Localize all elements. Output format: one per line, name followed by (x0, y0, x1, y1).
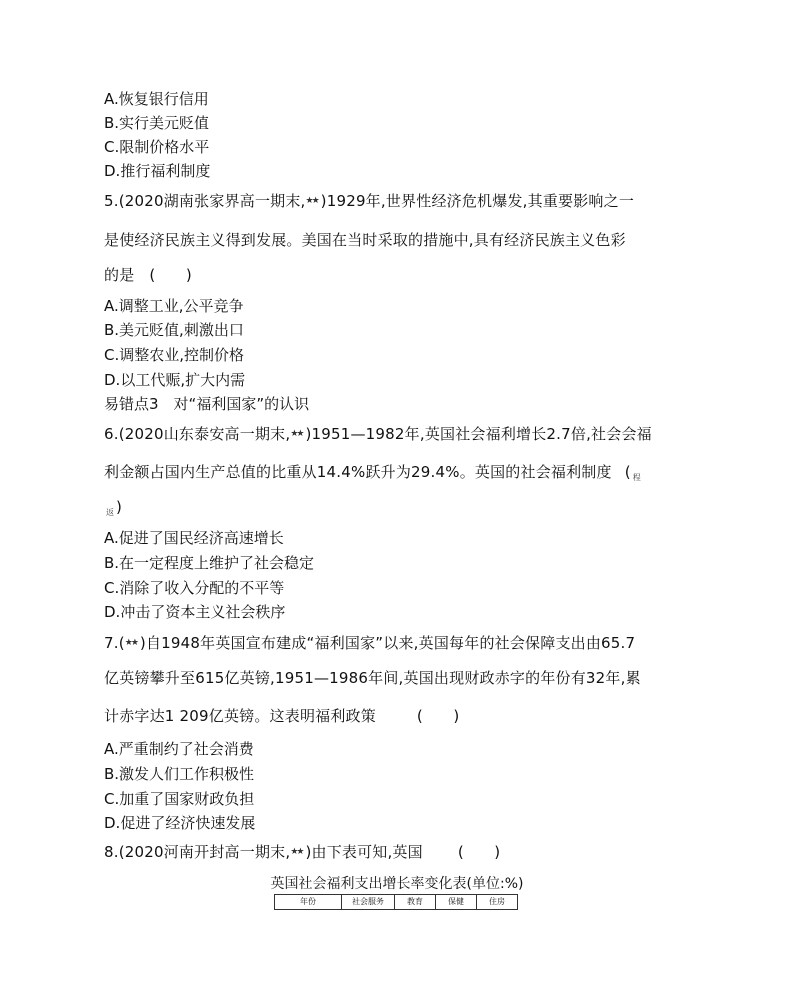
q6-mark-top: 程 (632, 473, 641, 482)
q6-stem-text-2: 利金额占国内生产总值的比重从14.4%跃升为29.4%。英国的社会福利制度 (104, 463, 612, 481)
q5-option-c: C.调整农业,控制价格 (104, 346, 245, 364)
q5-stem-line-3 (104, 265, 192, 285)
table-header-year: 年份 (275, 895, 342, 910)
q6-option-d: D.冲击了资本主义社会秩序 (104, 603, 286, 621)
q4-option-b: B.实行美元贬值 (104, 114, 210, 132)
q5-option-d: D.以工代赈,扩大内需 (104, 371, 246, 389)
q5-stem-line-1 (104, 191, 634, 211)
difficulty-star-icon: ★★ (124, 638, 137, 648)
q6-stem-line-3 (104, 497, 122, 523)
section-heading: 易错点3 对“福利国家”的认识 (104, 395, 310, 413)
q5-option-b: B.美元贬值,刺激出口 (104, 321, 244, 339)
q4-option-a: A.恢复银行信用 (104, 90, 209, 108)
table-header-row (275, 895, 518, 910)
q6-option-a: A.促进了国民经济高速增长 (104, 529, 284, 547)
q8-answer-blank: ( ) (457, 843, 501, 861)
q7-stem-text: )自1948年英国宣布建成“福利国家”以来,英国每年的社会保障支出由65.7 (139, 634, 636, 652)
table-header-education: 教育 (395, 895, 436, 910)
difficulty-star-icon: ★★ (290, 847, 303, 857)
q5-source: 5.(2020湖南张家界高一期末, (104, 192, 306, 210)
q7-answer-blank: ( ) (416, 707, 460, 725)
difficulty-star-icon: ★★ (290, 429, 303, 439)
q4-option-d: D.推行福利制度 (104, 162, 211, 180)
q6-stem-line-1 (104, 424, 652, 444)
table-title: 英国社会福利支出增长率变化表(单位:%) (270, 876, 524, 892)
q5-answer-blank: ( ) (149, 266, 192, 284)
difficulty-star-icon: ★★ (305, 196, 318, 206)
q6-option-b: B.在一定程度上维护了社会稳定 (104, 554, 315, 572)
q6-stem-text: )1951—1982年,英国社会福利增长2.7倍,社会会福 (305, 425, 652, 443)
table-header-healthcare: 保健 (436, 895, 477, 910)
q6-source: 6.(2020山东泰安高一期末, (104, 425, 291, 443)
q5-stem-line-2: 是使经济民族主义得到发展。美国在当时采取的措施中,具有经济民族主义色彩 (104, 231, 626, 249)
q4-option-c: C.限制价格水平 (104, 138, 210, 156)
q7-option-d: D.促进了经济快速发展 (104, 814, 256, 832)
q7-option-b: B.激发人们工作积极性 (104, 765, 255, 783)
q6-paren-close: ) (116, 498, 122, 516)
welfare-table (274, 894, 518, 910)
q5-stem-end: 的是 (104, 266, 135, 284)
table-header-social-services: 社会服务 (342, 895, 395, 910)
q8-stem-line-1 (104, 842, 500, 862)
q8-stem-text: )由下表可知,英国 (305, 843, 423, 861)
q7-option-c: C.加重了国家财政负担 (104, 790, 255, 808)
q6-paren-open: ( (624, 463, 631, 481)
q7-stem-end: 计赤字达1 209亿英镑。这表明福利政策 (104, 707, 376, 725)
q6-stem-line-2 (104, 462, 643, 488)
q5-stem-text: )1929年,世界性经济危机爆发,其重要影响之一 (320, 192, 635, 210)
q7-stem-line-2: 亿英镑攀升至615亿英镑,1951—1986年间,英国出现财政赤字的年份有32年,累 (104, 669, 641, 687)
table-header-housing: 住房 (477, 895, 518, 910)
q7-stem-line-1 (104, 633, 635, 653)
q8-source: 8.(2020河南开封高一期末, (104, 843, 291, 861)
q5-option-a: A.调整工业,公平竞争 (104, 297, 244, 315)
q7-option-a: A.严重制约了社会消费 (104, 740, 254, 758)
q7-stem-line-3 (104, 706, 459, 726)
q7-number: 7.( (104, 634, 125, 652)
q6-mark-bottom: 返 (106, 508, 114, 517)
q6-option-c: C.消除了收入分配的不平等 (104, 579, 285, 597)
